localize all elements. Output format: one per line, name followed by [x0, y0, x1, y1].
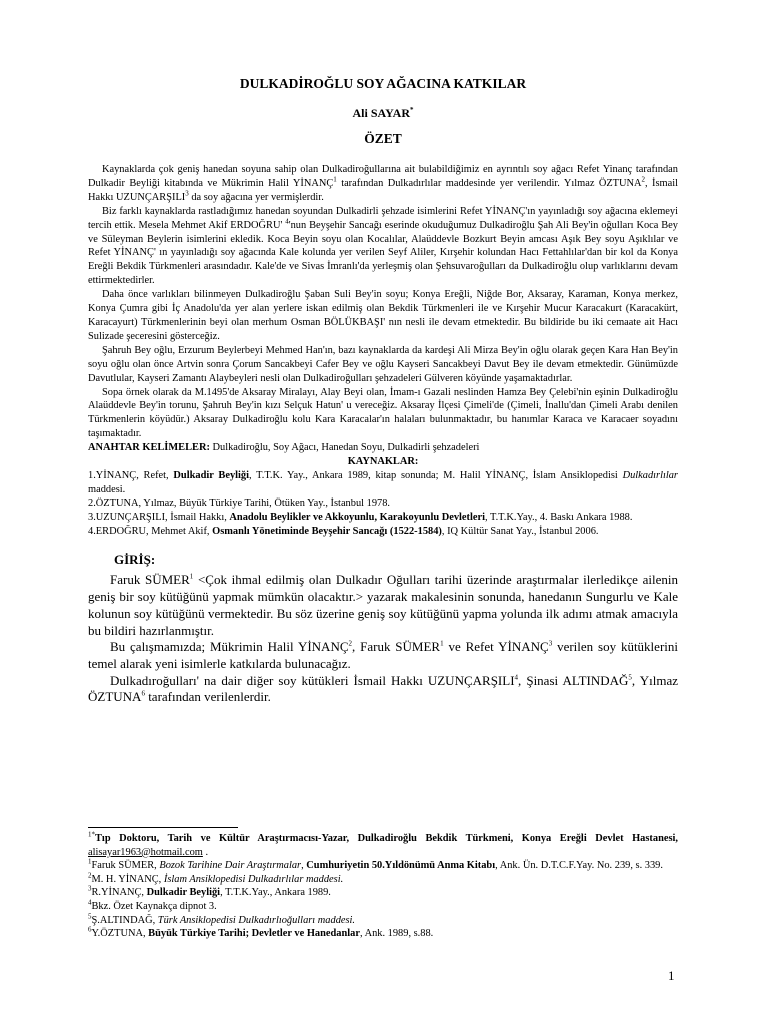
footnote-6 [88, 927, 678, 941]
text-run: , IQ Kültür Sanat Yay., İstanbul 2006. [441, 525, 599, 537]
text-run: maddesi. [88, 483, 126, 495]
text-run: 3.UZUNÇARŞILI, İsmail Hakkı, [88, 511, 230, 523]
footnote-ref: 3 [185, 189, 189, 198]
text-run: Dulkadir Beyliği [173, 469, 250, 481]
text-run: Bozok Tarihine Dair Araştırmalar [159, 860, 302, 872]
footnotes [88, 832, 678, 941]
abstract-paragraph-1 [88, 163, 678, 205]
text-run: verilen soy kütüklerini temel alarak yeni isimlerle katkılarda bulunacağız. [88, 639, 678, 671]
footnote-ref: 1 [333, 175, 337, 184]
footnote-5 [88, 914, 678, 928]
text-run: Faruk SÜMER, [91, 860, 160, 872]
author-line [88, 106, 678, 121]
text-run: da soy ağacına yer vermişlerdir. [188, 191, 324, 203]
kaynaklar-heading: KAYNAKLAR: [347, 456, 419, 468]
footnote-mark: 5 [88, 912, 92, 921]
body-paragraph-2 [88, 639, 678, 672]
text-run: Cumhuriyetin 50.Yıldönümü Anma Kitabı [306, 860, 496, 872]
abstract-paragraph-4: Şahruh Bey oğlu, Erzurum Beylerbeyi Mehmed Han'ın, bazı kaynaklarda da kardeşi Ali Mirza Bey'in oğlu olarak geçen Kara Han Bey'in soyu oğlu olan önce Artvin sonra Çorum Sancakbeyi Cafer Bey ve oğlu Kayseri Sancakbeyi Davut Bey ile devam etmektedir. Günümüzde Davutlular, Kayseri Zamantı Alaybeyleri nesli olan Dulkadiroğulları şehzadeleri Gülveren köyünde yaşamaktadırlar. [88, 344, 678, 384]
footnote-mark: 2 [88, 871, 92, 880]
footnote-mark: 1* [88, 830, 95, 839]
abstract-paragraph-2 [88, 205, 678, 288]
text-run: tarafından Dulkadırlılar maddesinde yer verilendir. Yılmaz ÖZTUNA [336, 177, 642, 189]
page-number: 1 [668, 968, 675, 983]
body-paragraph-1 [88, 572, 678, 639]
footnote-mark: 4 [88, 898, 92, 907]
text-run: Türk Ansiklopedisi Dulkadırlıoğulları maddesi. [157, 914, 356, 926]
footnote-2 [88, 873, 678, 887]
text-run: ve Refet YİNANÇ [443, 639, 549, 655]
author-name: Ali SAYAR [352, 106, 410, 120]
author-footnote-mark: * [409, 106, 414, 114]
reference-2: 2.ÖZTUNA, Yılmaz, Büyük Türkiye Tarihi, Ötüken Yay., İstanbul 1978. [88, 497, 391, 509]
text-run: Kaynaklarda çok geniş hanedan soyuna sahip olan Dulkadiroğullarına ait bulabildiğimiz en ayrıntılı soy ağacı Refet Yinanç tarafından Dulkadir Beyliği kitabında ve Mükrimin Halil YİNANÇ [88, 164, 678, 189]
text-run: , Yılmaz ÖZTUNA [88, 672, 679, 705]
reference-3 [88, 511, 678, 525]
text-run: <Çok ihmal edilmiş olan Dulkadır Oğulları tarihi üzerinde araştırmalar ilerledikçe ailenin geniş bir soy kütüğünü yapmak mümkün olacaktır.> yazarak makalesinin sonunda, hanedanın Sungurlu ve Kale kolunun soy kütüğünü vermektedir. Bu söz üzerine geniş soy kütüğünü yapma yolunda ilk adımı atmak amacıyla bu bildiri hazırlanmıştır. [88, 572, 678, 638]
text-run: 1.YİNANÇ, Refet, [88, 469, 174, 481]
footnote-3 [88, 886, 678, 900]
footnote-ref: 4 [285, 217, 289, 226]
footnote-ref: 2 [641, 175, 646, 184]
text-run: , [301, 860, 307, 872]
keywords-text: Dulkadiroğlu, Soy Ağacı, Hanedan Soyu, Dulkadirli şehzadeleri [209, 442, 480, 454]
keywords-line [88, 441, 678, 455]
text-run: Y.ÖZTUNA, [91, 928, 149, 940]
text-run: , T.T.K.Yay., Ankara 1989. [220, 887, 331, 899]
text-run: Anadolu Beylikler ve Akkoyunlu, Karakoyunlu Devletleri [229, 511, 485, 523]
text-run: Ş.ALTINDAĞ, [91, 914, 158, 926]
text-run: 'nun Beyşehir Sancağı eserinde okuduğumuz Dulkadiroğlu Şah Ali Bey'in oğulları Koca Bey ve Süleyman Beylerin isimlerini ekledik. Koca Beyin soyu olan Kocalılar, Alaüddevle Bozkurt Beyin amcası Aşık Bey soyu Aşıklılar ve Refet YİNANÇ' ın yayınladığı soy ağacında Kale kolunda yer verilen Seyf Aliler, Kırşehir kolundan Hacı Fettahlılar'dan bir kol da Konya Ereğli Bekdik Türkmenleri arasındadır. Kale'de ve Sivas İmranlı'da yerleşmiş olan Şehsuvaroğulları da Dulkadiroğlu olup varlıklarını devam ettirmektedirler. [88, 219, 678, 287]
text-run: , T.T.K.Yay., 4. Baskı Ankara 1988. [485, 511, 633, 523]
abstract [88, 163, 678, 538]
text-run: , Faruk SÜMER [352, 639, 441, 655]
text-run: Bu çalışmamızda; Mükrimin Halil YİNANÇ [110, 639, 349, 655]
text-run: Dulkadıroğulları' na dair diğer soy kütükleri İsmail Hakkı UZUNÇARŞILI [110, 672, 515, 688]
footnote-mark: 1 [88, 857, 92, 866]
text-run: Faruk SÜMER [110, 572, 190, 588]
text-run: Biz farklı kaynaklarda rastladığımız hanedan soyundan Dulkadirli şehzade isimlerini Refet YİNANÇ'ın yayınladığı soy ağacına eklemeyi tercih ettik. Mesela Mehmet Akif ERDOĞRU' [88, 205, 678, 231]
text-run: , T.T.K. Yay., Ankara 1989, kitap sonunda; M. Halil YİNANÇ, İslam Ansiklopedisi [249, 469, 623, 481]
text-run: Tıp Doktoru, Tarih ve Kültür Araştırmacısı-Yazar, Dulkadiroğlu Bekdik Türkmeni, Konya Ereğli Devlet Hastanesi, [95, 833, 678, 844]
footnote-ref: 1 [440, 639, 444, 648]
footnote-ref: 3 [548, 639, 553, 648]
keywords-label: ANAHTAR KELİMELER: [88, 442, 210, 454]
text-run: tarafından verilenlerdir. [144, 689, 271, 705]
footnote-1 [88, 859, 678, 873]
ozet-heading: ÖZET [364, 131, 402, 146]
text-run: Dulkadırlılar [622, 469, 678, 481]
text-run: M. H. YİNANÇ, [91, 873, 164, 885]
text-run: , Şinasi ALTINDAĞ [518, 672, 629, 688]
text-run: , Ank. 1989, s.88. [359, 928, 434, 940]
abstract-paragraph-5: Sopa örnek olarak da M.1495'de Aksaray Miralayı, Alay Beyi olan, İmam-ı Gazali neslinden Hamza Bey Çelebi'nin eşinin Dulkadiroğlu Alaüddevle Bey'in torunu, Şahruh Bey'in kızı Selçuk Hatun' u vereceğiz. Aksaray İlçesi Çimeli'de (Çimeli, İnallu'dan Çimeli Arabı denilen Türkmenlerin köyüdür.) Aksaray Dulkadiroğlu kolu Kara Karacalar'ın halaları bulunmaktadır, bu hanımlar Karaca ve Karacaer soyadını taşımaktadır. [88, 386, 678, 440]
body-paragraph-3 [88, 673, 678, 706]
email-link[interactable]: alisayar1963@hotmail.com [88, 846, 203, 858]
text-run: Dulkadir Beyliği [146, 887, 221, 899]
footnote-mark: 6 [88, 925, 92, 934]
text-run: , İsmail Hakkı UZUNÇARŞILI [88, 177, 679, 203]
text-run: İslam Ansiklopedisi Dulkadırlılar maddesi. [163, 873, 344, 885]
text-run: , Ank. Ün. D.T.C.F.Yay. No. 239, s. 339. [495, 860, 663, 872]
introduction-body [88, 572, 678, 706]
text-run: R.YİNANÇ, [91, 887, 147, 899]
reference-4 [88, 525, 678, 539]
footnote-ref: 5 [628, 673, 632, 682]
giris-heading: GİRİŞ: [114, 552, 156, 568]
footnote-ref: 6 [141, 690, 145, 699]
document-title: DULKADİROĞLU SOY AĞACINA KATKILAR [239, 76, 527, 91]
footnote-author [88, 832, 678, 859]
text-run: 4.ERDOĞRU, Mehmet Akif, [88, 525, 213, 537]
footnote-ref: 1 [189, 573, 194, 582]
footnote-4 [88, 900, 678, 914]
text-run: Osmanlı Yönetiminde Beyşehir Sancağı (1522-1584) [212, 525, 442, 537]
footnote-ref: 4 [514, 673, 519, 682]
text-run: Büyük Türkiye Tarihi; Devletler ve Hanedanlar [148, 928, 360, 940]
footnote-mark: 3 [88, 884, 92, 893]
reference-1 [88, 469, 678, 497]
footnote-ref: 2 [348, 639, 352, 648]
text-run: Bkz. Özet Kaynakça dipnot 3. [91, 900, 217, 912]
abstract-paragraph-3: Daha önce varlıkları bilinmeyen Dulkadiroğlu Şaban Suli Bey'in soyu; Konya Ereğli, Niğde Bor, Aksaray, Karaman, Konya merkez, Konya Çumra gibi İç Anadolu'da yer alan yerlere iskan edilmiş olan Bekdik Türkmenleri ile ve Kırşehir Mucur Karacakurt (Karacakürt, Karacayurt) Türkmenlerinin beyi olan merhum Osman BÖLÜKBAŞI' nın nesli ile devam etmektedir. Bu bildiride bu iki cemaate ait Hacı Sulizade şeceresini gösterceğiz. [88, 289, 678, 342]
text-run: . [202, 846, 209, 858]
page-content [88, 70, 678, 706]
footnote-separator [88, 827, 238, 828]
